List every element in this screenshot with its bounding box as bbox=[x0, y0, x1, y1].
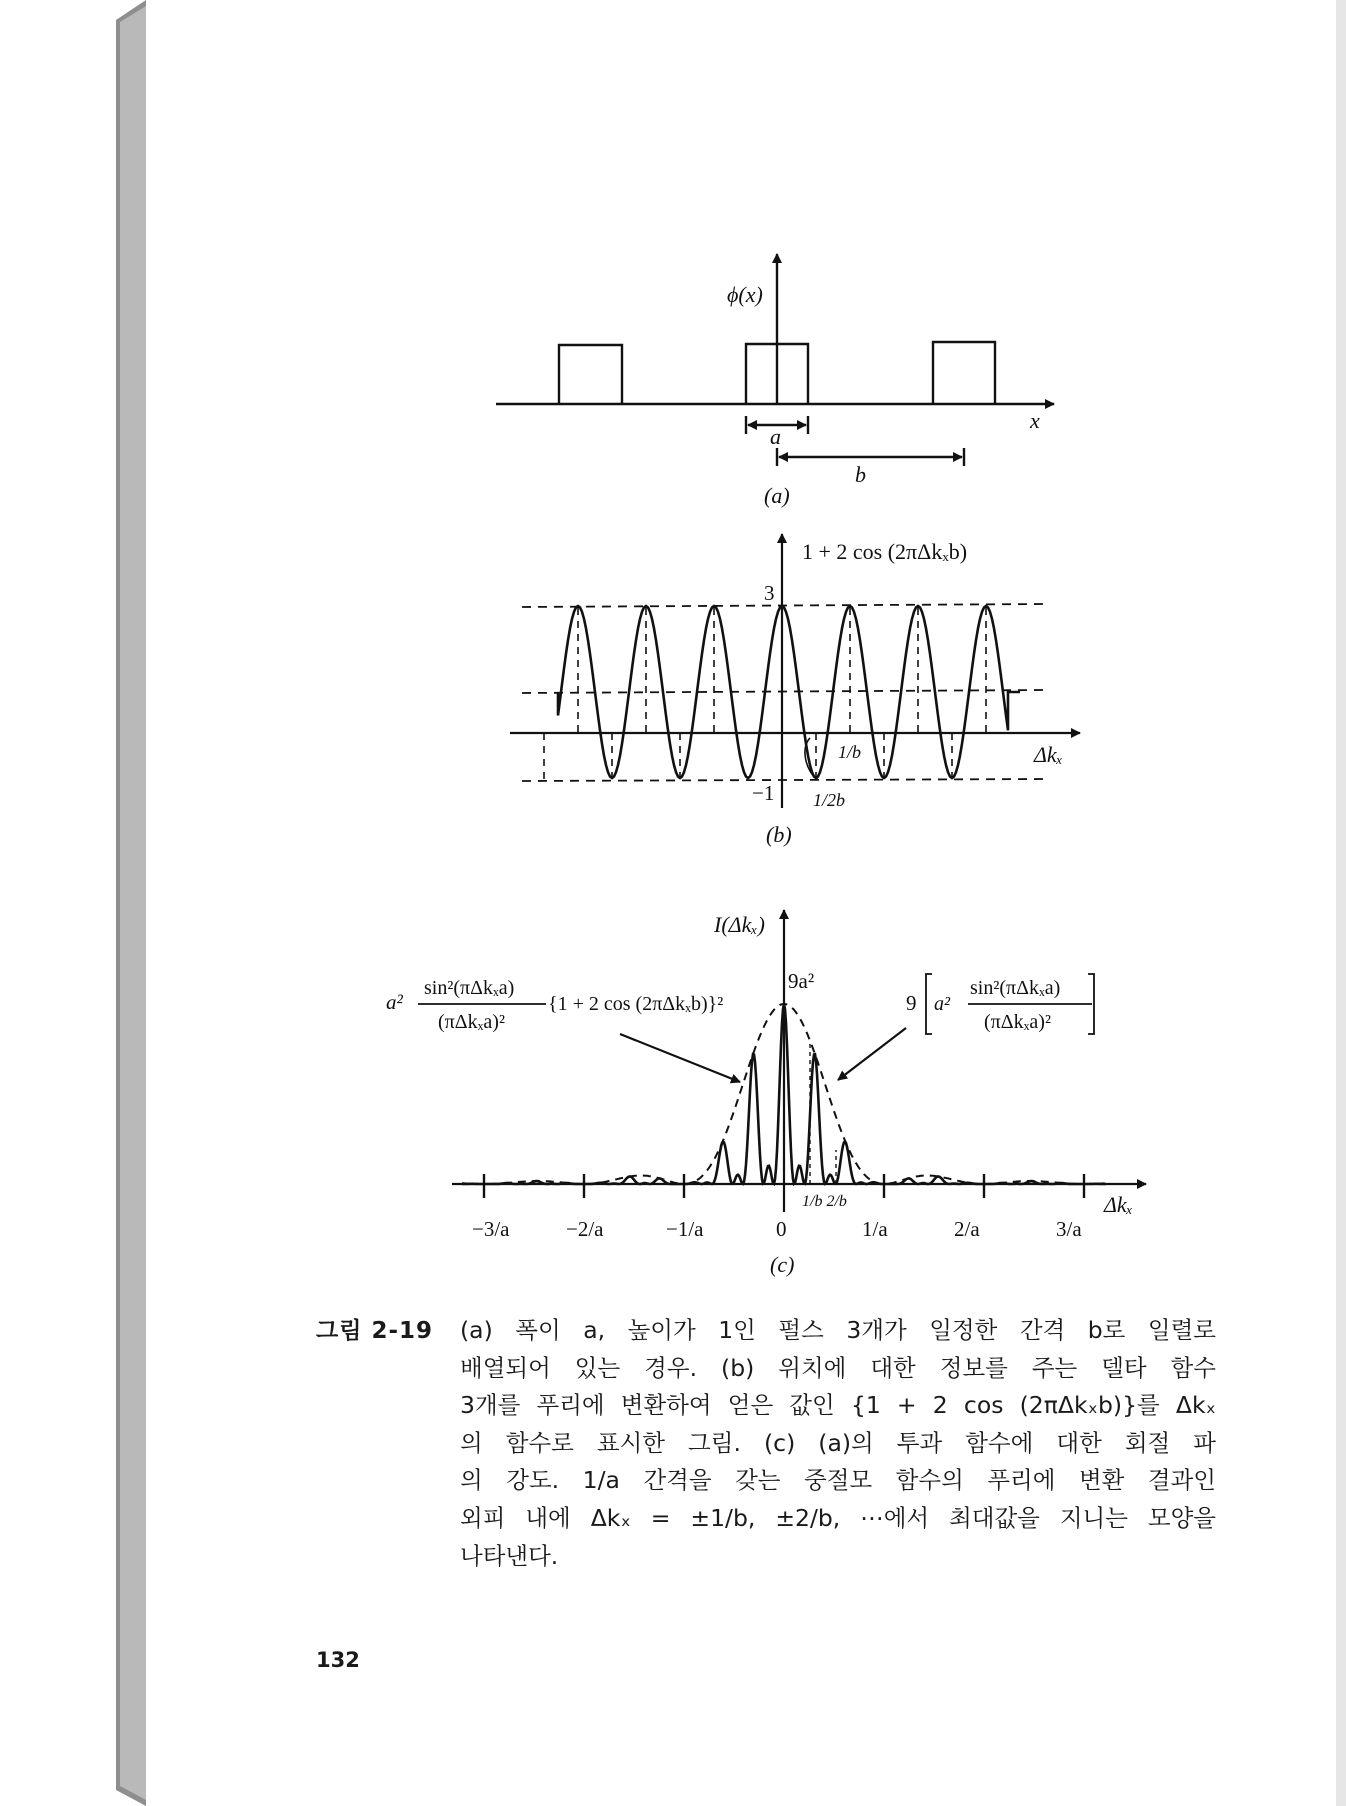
tick-label-1-2b: 1/2b bbox=[813, 790, 846, 810]
max-level-line bbox=[522, 604, 1048, 607]
left-pointer-arrow bbox=[620, 1034, 740, 1082]
tick-label-3a: 3/a bbox=[1056, 1217, 1082, 1241]
tick-label-1b: 1/b bbox=[838, 742, 862, 762]
panel-b-function-label: 1 + 2 cos (2πΔkₓb) bbox=[802, 539, 968, 564]
pulse-left bbox=[559, 345, 622, 404]
caption-body bbox=[460, 1312, 1216, 1575]
cosine-curve bbox=[558, 606, 1020, 778]
left-formula-numerator: sin²(πΔkₓa) bbox=[424, 977, 515, 999]
caption-line: 외피 내에 Δkₓ = ±1/b, ±2/b, ⋯에서 최대값을 지니는 모양을 bbox=[460, 1503, 1216, 1532]
right-formula-denominator: (πΔkₓa)² bbox=[984, 1011, 1051, 1033]
tick-label-minus-1a: −1/a bbox=[666, 1217, 704, 1241]
panel-c bbox=[418, 910, 1146, 1212]
min-level-line bbox=[522, 779, 1048, 781]
right-formula-prefix: 9 bbox=[906, 991, 917, 1015]
caption-line: (a) 폭이 a, 높이가 1인 펄스 3개가 일정한 간격 b로 일렬로 bbox=[460, 1316, 1216, 1344]
panel-c-x-label: Δkₓ bbox=[1104, 1192, 1133, 1217]
right-formula-numerator: sin²(πΔkₓa) bbox=[970, 977, 1061, 999]
panel-b-label: (b) bbox=[766, 822, 792, 847]
left-formula-denominator: (πΔkₓa)² bbox=[438, 1011, 505, 1033]
caption-line: 의 강도. 1/a 간격을 갖는 중절모 함수의 푸리에 변환 결과인 bbox=[460, 1466, 1216, 1495]
tick-label-minus-3a: −3/a bbox=[472, 1217, 510, 1241]
pulse-right bbox=[933, 342, 995, 404]
caption-line: 3개를 푸리에 변환하여 얻은 값인 {1 + 2 cos (2πΔkₓb)}를 Δkₓ bbox=[460, 1391, 1216, 1420]
left-bracket bbox=[926, 974, 932, 1034]
caption-label: 그림 2-19 bbox=[316, 1318, 433, 1344]
panel-a-label: (a) bbox=[764, 483, 790, 508]
tick-label-2a: 2/a bbox=[954, 1217, 980, 1241]
spacing-label-b: b bbox=[855, 462, 866, 487]
panel-a-y-label: ϕ(x) bbox=[727, 282, 763, 307]
panel-b bbox=[510, 534, 1080, 808]
panel-c-y-label: I(Δkₓ) bbox=[714, 912, 765, 937]
small-tick-labels: 1/b 2/b bbox=[802, 1193, 847, 1210]
caption-line: 나타낸다. bbox=[460, 1541, 559, 1570]
panel-c-label: (c) bbox=[770, 1252, 795, 1277]
width-label-a: a bbox=[770, 424, 781, 449]
left-formula-prefix: a² bbox=[386, 990, 403, 1014]
tick-label-minus-2a: −2/a bbox=[566, 1217, 604, 1241]
tick-label-zero: 0 bbox=[776, 1217, 787, 1241]
panel-b-x-label: Δkₓ bbox=[1034, 742, 1063, 767]
page-number: 132 bbox=[316, 1648, 360, 1672]
panel-b-max-label: 3 bbox=[764, 581, 775, 605]
panel-a-x-label: x bbox=[1030, 408, 1040, 433]
peak-label: 9a² bbox=[788, 969, 815, 993]
right-formula-a: a² bbox=[934, 993, 950, 1015]
panel-b-min-label: −1 bbox=[752, 781, 775, 805]
left-formula-suffix: {1 + 2 cos (2πΔkₓb)}² bbox=[548, 993, 724, 1015]
tick-label-1a: 1/a bbox=[862, 1217, 888, 1241]
caption-line: 의 함수로 표시한 그림. (c) (a)의 투과 함수에 대한 회절 파 bbox=[460, 1428, 1216, 1457]
right-pointer-arrow bbox=[838, 1028, 906, 1080]
caption-line: 배열되어 있는 경우. (b) 위치에 대한 정보를 주는 델타 함수 bbox=[460, 1353, 1216, 1382]
